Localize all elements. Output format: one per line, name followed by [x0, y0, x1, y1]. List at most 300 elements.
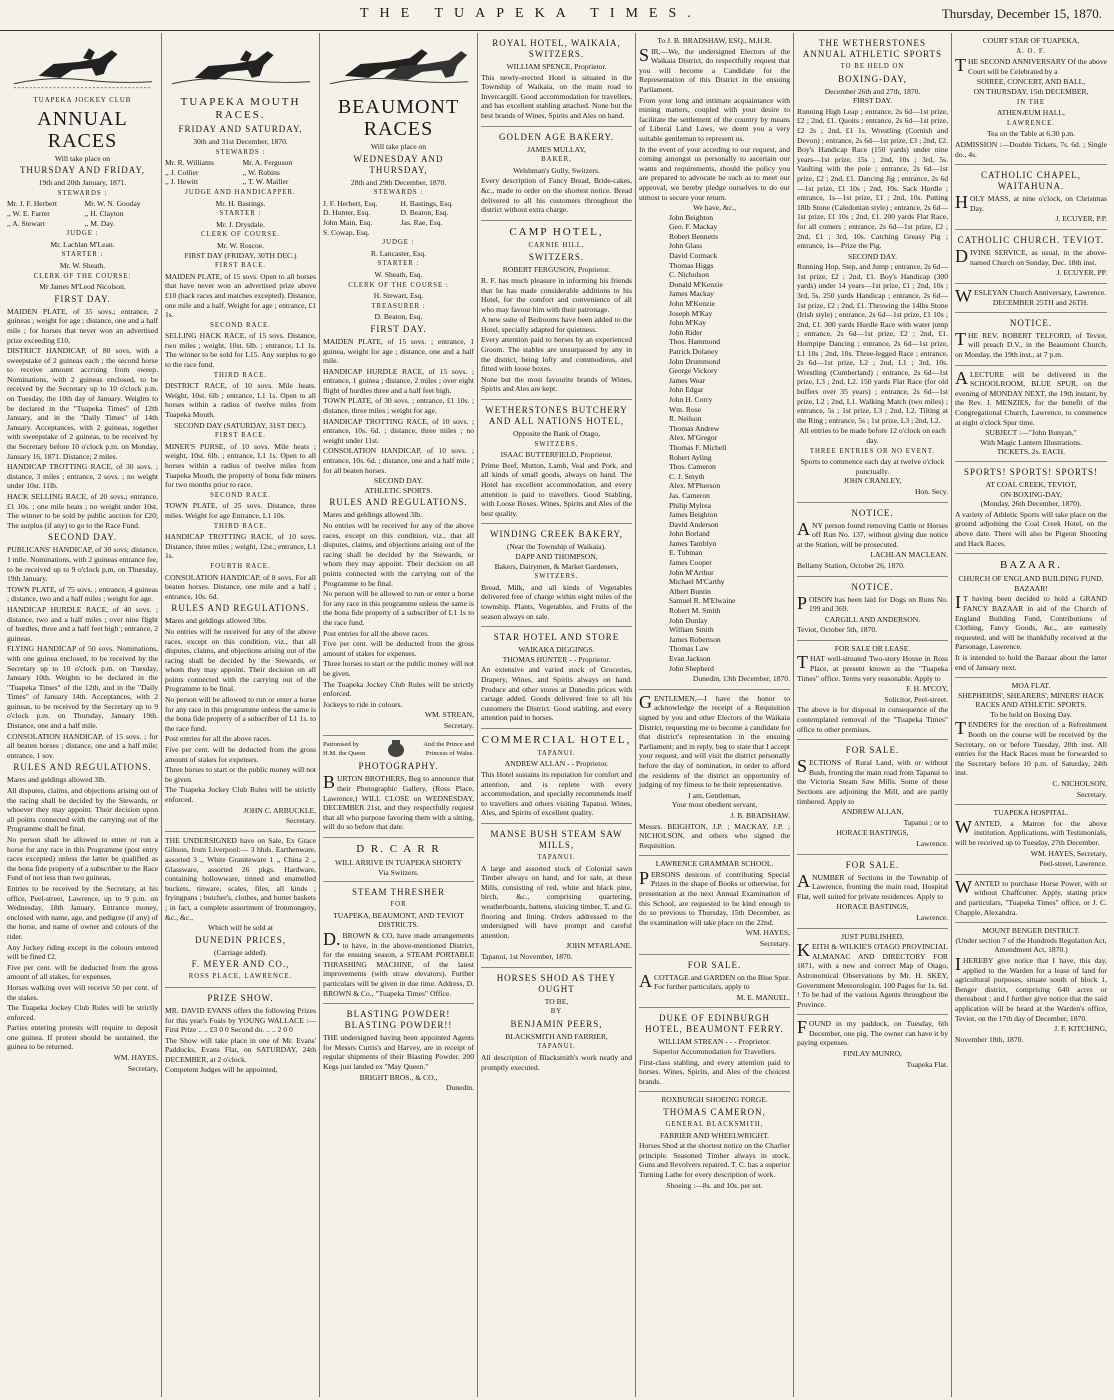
ad-line: SHEPHERDS', SHEARERS', MINERS' HACK RACES AND ATHLETIC SPORTS.: [957, 690, 1105, 710]
address: (Near the Township of Waikaia).: [506, 542, 607, 552]
ad-line: (Monday, 26th December, 1870).: [980, 499, 1082, 509]
column-2: [162, 33, 320, 1397]
steward: Mr. A. Ferguson: [242, 158, 293, 168]
rule: Post entries for all the above races.: [323, 628, 430, 638]
poison-notice-ad: [797, 577, 948, 641]
elector-name: James Beighton: [669, 510, 718, 520]
race-entry: TOWN PLATE, of 75 sovs. ; entrance, 4 guineas ; distance, two and a half miles ; weight for age.: [7, 584, 158, 604]
signature: JOHN CRANLEY,: [843, 476, 902, 486]
ad-body: It is intended to hold the Bazaar about the latter end of January next.: [955, 652, 1107, 672]
rule: Horses walking over will receive 50 per cent. of the stakes.: [7, 982, 158, 1002]
ad-body: Horses Shod at the shortest notice on the Charlier principle. Seasoned Timber always in stock. Guns and Revolvers repaired. T. C. has a superior Turning Lathe for every description of work.: [639, 1141, 790, 1179]
ad-body: KEITH & WILKIE'S OTAGO PROVINCIAL ALMANAC AND DIRECTORY FOR 1871, with a new and correct Map of Otago, Astronomical Observations by Mr. H. SKEY, Government Meteorologist. 100 Pages for 1s. 6d. ! To be had of the various Agents throughout the Province.: [797, 940, 948, 1009]
rule: The Tuapeka Jockey Club Rules will be strictly enforced.: [165, 785, 316, 804]
address: TAPANUI.: [537, 749, 576, 757]
ad-line: BOXING-DAY,: [838, 73, 907, 84]
trade: GENERAL BLACKSMITH,: [665, 1120, 764, 1128]
elector-name: David Cormack: [669, 251, 718, 261]
signature: C. NICHOLSON,: [1052, 779, 1107, 789]
for-sale-heading: FOR SALE.: [845, 859, 900, 870]
newspaper-title: THE TUAPEKA TIMES.: [360, 6, 702, 21]
judge-heading: JUDGE AND HANDICAPPER.: [185, 188, 296, 196]
ad-body: HOLY MASS, at nine o'clock, on Christmas Day.: [955, 192, 1107, 213]
ad-body: D.BROWN & CO, have made arrangements to have, in the above-mentioned District, for the ensuing season, a STEAM PORTABLE THRASHING MACHINE, of the latest improvements (with straw elevators). Further particulars will be given in due time. Address, D. BROWN & Co., "Tuapeka Times" Office.: [323, 929, 474, 998]
second-day-heading: SECOND DAY.: [848, 251, 897, 261]
address: SWITZERS.: [534, 440, 579, 448]
stewards-heading: STEWARDS :: [57, 189, 108, 197]
telford-notice-ad: [955, 313, 1107, 366]
proprietor: ISAAC BUTTERFIELD, Proprietor.: [500, 450, 613, 460]
elector-name: John Glass: [669, 241, 703, 251]
ad-line: TO BE HELD ON: [840, 63, 905, 70]
signature: J. B. BRADSHAW.: [730, 810, 790, 820]
rule: Five per cent. will be deducted from the gross amount of stakes for expenses.: [323, 639, 474, 658]
ad-body: In the event of your acceding to our request, and coming amongst us personally to ascertain our wants and requirements, should the policy you are prepared to advocate be such as to meet our approval, we hereby pledge ourselves to do our utmost to secure your return.: [639, 144, 790, 202]
steward: ,, J. Collier: [165, 167, 199, 177]
found-pig-ad: [797, 1015, 948, 1074]
roxburgh-forge-heading: ROXBURGH SHOEING FORGE.: [661, 1095, 768, 1105]
judge-heading: JUDGE :: [382, 239, 415, 247]
elector-name: Jas. Cameron: [669, 490, 710, 500]
signature: WM. HAYES,: [745, 928, 790, 938]
race-entry: HANDICAP HURDLE RACE, of 15 sovs. ; entrance, 1 guinea ; distance, 2 miles ; over eight flight of hurdles three and a half feet high.: [323, 366, 474, 395]
race-entry: PUBLICANS' HANDICAP, of 30 sovs; distance, 1 mile. Nominations, with 2 guineas entrance fee, to be received up to 9 o'clock p.m. on Thursday, 19th January.: [7, 545, 158, 584]
race-heading: FIRST RACE.: [215, 432, 266, 440]
hospital-heading: TUAPEKA HOSPITAL.: [993, 808, 1069, 818]
steward: Jas. Rae, Esq.: [400, 217, 443, 227]
ad-line: ON BOXING-DAY,: [1000, 489, 1062, 499]
racehorse-woodcut-icon: [325, 36, 473, 94]
ad-body: From your long and intimate acquaintance with mining matters, coupled with your desire to facilitate the settlement of the country by means of Liberal Land Laws, we deem you a very suitable gentleman to represent us.: [639, 95, 790, 143]
camp-hotel-heading: CAMP HOTEL,: [509, 225, 604, 238]
ad-body: THE UNDERSIGNED have on Sale, Ex Grace Gibson, from Liverpool:— 3 hhds. Earthenware, assorted 3 ,, White Graniteware 1 ,, China 2 ,, Glassware, assorted 26 pkgs. Hardware, containing hollowware, tinned and enamelled buckets, tinware, scales, files, all kinds ; fryingpans ; butcher's, clothes, and butter baskets ; in fact, a complete assortment of Ironmongery, &c., &c.,: [165, 835, 316, 922]
signature: M. E. MANUEL.: [736, 992, 790, 1002]
elector-name: Thos. Cameron: [669, 462, 716, 472]
ad-line: THREE ENTRIES OR NO EVENT.: [809, 447, 936, 455]
starter: W. Sheath, Esq.: [374, 269, 423, 279]
rule: Any Jockey riding except in the colours entered will be fined £2.: [7, 942, 158, 962]
signature: JOHN C. ARBUCKLE,: [243, 805, 316, 815]
steward: Mr. R. Williams: [165, 158, 214, 168]
trade: FARRIER AND WHEELWRIGHT.: [660, 1130, 769, 1140]
wetherstones-butchery-ad: [481, 400, 632, 524]
ad-body: A new suite of Bedrooms have been added to the Hotel, specially adapted for quietness.: [481, 315, 632, 334]
trade: Bakers, Dairymen, & Market Gardeners,: [494, 561, 619, 571]
judge: Mr. H. Bastings.: [215, 198, 266, 208]
royal-crest-icon: [381, 739, 411, 759]
treasurer: D. Beaton, Esq.: [374, 312, 423, 322]
stewards-heading: STEWARDS :: [373, 189, 424, 197]
rule: No person will be allowed to run or enter a horse for any race in this programme unless the same is the bona fide property of a subscriber of L1 1s to the race fund.: [323, 589, 474, 627]
rule: No person will be allowed to run or enter a horse for any race in this programme unless the same is the bona fide property of a subscriber of L1 1s. to the race fund.: [165, 695, 316, 733]
ad-body: ACOTTAGE and GARDEN on the Blue Spur. For further particulars, apply to: [639, 970, 790, 992]
signature: LACHLAN MACLEAN.: [870, 550, 948, 560]
race-entry: CONSOLATION HANDICAP, of 10 sovs. ; entrance, 10s. 6d. ; distance, one and a half mile ; for all beaten horses.: [323, 446, 474, 475]
elector-name: Robert M. Smith: [669, 606, 721, 616]
dateline: Dunedin, 13th December, 1870.: [692, 674, 790, 684]
clerk-heading: CLERK OF COURSE.: [201, 231, 280, 239]
events-list: Running High Leap ; entrance, 2s 6d—1st prize, £2 ; 2nd, £1. Quoits ; entrance, 2s 6d—1st prize, £2 2s ; 2nd, £1 1s. Wrestling (Cornish and Devon) ; entrance, 2s 6d—1st prize, £3 ; 2nd, £2. Boy's Handicap Race (150 yards) under nine years—1st prize, 15s ; 2nd, 10s ; 3rd, 5s. Vaulting with the pole ; entrance, 2s 6d—1st prize, £2 ; 2nd, £1. Dancing Jig ; entrance, 2s 6d—1st prize, £1 10s ; 2nd, 10s. Sack Hurdle ; entrance, 1s—1st prize, £1 ; 2nd, 10s. Putting 18lb Stone (Caledonian style) ; entrance, 2s 6d—1st prize, £1 10s ; 2nd, £1. 200 yards Flat Race, for all comers ; entrance, 2s 6d—1st prize, £2 ; 2nd, £1 ; 3rd, 10s. Catching Greasy Pig ; entrance, 1s—Prize the Pig.: [797, 106, 948, 251]
signature-title: Secretary,: [127, 1063, 158, 1073]
race-heading: THIRD RACE.: [213, 522, 268, 530]
rule: The Tuapeka Jockey Club Rules will be strictly enforced.: [323, 679, 474, 699]
elector-name: C. Nicholson: [669, 270, 710, 280]
proprietor: BENJAMIN PEERS,: [510, 1018, 603, 1029]
starter-heading: STARTER :: [219, 210, 262, 218]
rule: Entries to be received by the Secretary, at his office, Peel-street, Lawrence, up to 9 p.m. on Wednesday, 18th January. Entrance money, enclosed with name, age, and pedigree (if any) of the horse, and name of owner and colours of the rider.: [7, 883, 158, 941]
patronage-right: And the Prince and Princess of Wales.: [423, 740, 474, 758]
steward: Mr. W. N. Gooday: [84, 199, 141, 209]
race-heading: SECOND RACE.: [210, 321, 271, 329]
elector-name: Evan Jackson: [669, 654, 711, 663]
signature: HORACE BASTINGS,: [836, 902, 909, 912]
annual-races-title: ANNUAL RACES: [37, 107, 128, 152]
merchant-address: ROSS PLACE, LAWRENCE.: [188, 973, 293, 981]
intro: Will take place on: [54, 153, 111, 163]
wesleyan-ad: [955, 284, 1107, 313]
ad-line: DECEMBER 25TH and 26TH.: [992, 298, 1089, 308]
ad-body: This Hotel sustains its reputation for comfort and attention, and is replete with every accommodation, and specially recommends itself to travellers and others visiting Tapanui. Wines, Ales, and Spirits of excellent quality.: [481, 770, 632, 818]
admission: ADMISSION :—Double Tickets, 7s. 6d. ; Single do., 4s.: [955, 139, 1107, 159]
bazaar-ad: [955, 554, 1107, 678]
elector-name: R. Neilson: [669, 414, 702, 424]
ad-line: A. O. F.: [1016, 47, 1046, 55]
stewards-list: [7, 199, 158, 228]
race-entry: CONSOLATION HANDICAP, of 8 sovs. For all beaten horses. Distance, one mile and a half ; entrance, 10s. 6d.: [165, 572, 316, 601]
moa-flat-heading: MOA FLAT.: [1011, 681, 1051, 691]
ad-line: IN THE: [1017, 98, 1045, 106]
merchant-address: Dunedin.: [445, 1083, 474, 1093]
signature-title: Secretary.: [759, 939, 790, 949]
photography-heading: PHOTOGRAPHY.: [358, 761, 439, 772]
beaumont-races-ad: [323, 33, 474, 736]
ad-body: Competent Judges will be appointed,: [165, 1065, 278, 1075]
starter-heading: STARTER :: [377, 260, 420, 268]
catholic-church-heading: CATHOLIC CHURCH. TEVIOT.: [957, 234, 1105, 245]
race-days: FRIDAY AND SATURDAY,: [178, 124, 303, 134]
ad-line: With Magic Lantern Illustrations.: [980, 437, 1082, 447]
athletic-sports: ATHLETIC SPORTS.: [364, 485, 433, 495]
judge: Mr. Lachlan M'Lean.: [50, 239, 115, 249]
ad-body: Every attention paid to horses by an experienced Groom. The stables are unsurpassed by any in the district, being lofty and commodious, and fitted with loose boxes.: [481, 335, 632, 374]
race-entry: HANDICAP TROTTING RACE, of 10 sovs. Distance, three miles ; weight, 12st.; entrance, L1 1s.: [165, 532, 316, 561]
elector-name: John Beighton: [669, 212, 714, 222]
rule: All disputes, claims, and objections arising out of the racing shall be decided by the Stewards, or whoever they may appoint. Their decision upon all points connected with the carrying out of the Programme shall be final.: [7, 786, 158, 834]
elector-name: E. Tubman: [669, 548, 703, 558]
ad-body: ALECTURE will be delivered in the SCHOOLROOM, BLUE SPUR, on the evening of MONDAY NEXT, the 19th instant, by the Rev. J. MENZIES, for the benefit of the Congregational Church, Lawrence, to commence at eight o'clock Spur time.: [955, 367, 1107, 427]
signature-title: Lawrence.: [916, 838, 948, 848]
merchant-name: BRIGHT BROS., & CO.,: [359, 1072, 438, 1082]
catholic-chapel-heading: CATHOLIC CHAPEL, WAITAHUNA.: [980, 170, 1081, 192]
elector-name: James Tamblyn: [669, 538, 717, 548]
ad-line: WILL ARRIVE IN TUAPEKA SHORTY: [335, 858, 462, 868]
steward: ,, M. Day.: [84, 218, 115, 228]
masthead: [0, 0, 1114, 31]
issue-date: Thursday, December 15, 1870.: [941, 6, 1102, 21]
steward: ,, W. Robins: [242, 167, 280, 177]
ad-line: SOIREE, CONCERT, AND BALL,: [976, 77, 1086, 87]
ad-body: GENTLEMEN,—I have the honor to acknowledge the receipt of a Requisition signed by you and other Electors of the Waikaia District, requesting me to become a candidate for that district's representation in the ensuing Parliament; and in reply, beg to state that I accept your request, and will visit the district personally before the day of nomination, in order to afford the residents of the district an opportunity of judging of my fitness to be their representative.: [639, 691, 790, 790]
dateline: Tapanui, 1st November, 1870.: [481, 951, 573, 961]
ad-body: THAT well-situated Two-story House in Ross Place, at present known as the "Tuapeka Times" office. Terms very reasonable. Apply to: [797, 652, 948, 683]
camp-hotel-ad: [481, 221, 632, 400]
proprietor: DAPP AND THOMPSON,: [515, 551, 598, 561]
duke-hotel-heading: DUKE OF EDINBURGH HOTEL, BEAUMONT FERRY.: [645, 1013, 784, 1035]
moa-flat-ad: [955, 678, 1107, 805]
dateline: Teviot, October 5th, 1870.: [797, 625, 878, 635]
dr-carr-ad: [323, 838, 474, 882]
ad-line: I am, Gentleman,: [688, 790, 741, 800]
ad-line: Which will be sold at: [208, 923, 273, 933]
ad-line: Superior Accommodation for Travellers.: [652, 1047, 777, 1056]
coal-creek-sports-ad: [955, 462, 1107, 554]
treasurer-heading: TREASURER :: [371, 302, 426, 310]
steward: H. Bastings, Esq.: [400, 198, 454, 208]
signature-title: Tapanui ; or to: [903, 817, 948, 827]
steward: J. F. Herbert, Esq.: [323, 198, 378, 208]
stewards-list: [323, 199, 474, 237]
signature: J. ECUYER, P.P.: [1055, 214, 1107, 224]
signature: WM. HAYES, Secretary,: [1030, 848, 1107, 858]
address: SWITZERS.: [534, 573, 579, 581]
royal-hotel-ad: [481, 33, 632, 127]
ad-body: IT having been decided to hold a GRAND FANCY BAZAAR in aid of the Church of England Building Fund, Contributions of Clothing, Fancy Goods, &c., are earnestly requested, and will be thankfully received at the Parsonage, Lawrence.: [955, 592, 1107, 652]
elector-name: Geo. F. Mackay: [669, 222, 718, 232]
ad-body: The above is for disposal in consequence of the contemplated removal of the "Tuapeka Times" office to other premises.: [797, 705, 948, 734]
ad-body: First-class stabling, and every attention paid to horses. Wines, Spirits, and Ales of the choicest brands.: [639, 1057, 790, 1086]
address: TAPANUI.: [537, 1043, 576, 1051]
rules-heading: RULES AND REGULATIONS.: [13, 762, 152, 773]
rule: Jockeys to ride in colours.: [323, 699, 403, 709]
racehorse-woodcut-icon: [167, 36, 315, 94]
signature: WM. STREAN,: [424, 710, 474, 720]
ad-line: LAWRENCE.: [1007, 119, 1055, 127]
column-5: [636, 33, 794, 1397]
second-day-heading: SECOND DAY.: [47, 532, 118, 543]
race-entry: CONSOLATION HANDICAP, of 15 sovs. ; for all beaten horses ; distance, one and a half mile; entrance, 1 sov.: [7, 731, 158, 760]
ad-line: Shoeing :—8s. and 10s. per set.: [666, 1180, 763, 1190]
first-day-heading: FIRST DAY.: [852, 96, 893, 106]
elector-name: Alex. M'Pherson: [669, 481, 721, 491]
royal-hotel-heading: ROYAL HOTEL, WAIKAIA, SWITZERS.: [492, 38, 621, 59]
ad-body: Messrs. BEIGHTON, J.P. ; MACKAY, J.P. ; NICHOLSON, and others who signed the Requisition.: [639, 821, 790, 850]
column-6: [794, 33, 952, 1397]
race-days: WEDNESDAY AND THURSDAY,: [353, 153, 444, 175]
elector-name: Robert Ayling: [669, 452, 712, 462]
ad-body: WANTED to purchase Horse Power, with or without Chaffcutter. Apply, stating price and particulars, "Tuapeka Times" office, or J. C. Chapple, Alexandra.: [955, 876, 1107, 917]
race-days: THURSDAY AND FRIDAY,: [19, 165, 146, 176]
clerk: Mr. W. Roscoe.: [216, 240, 265, 250]
ad-line: TO BE,: [544, 996, 569, 1006]
ad-body: PERSONS desirous of contributing Special Prizes in the shape of Books or otherwise, for presentation at the next Annual Examination of this School, are requested to be kind enough to do so previous to Thursday, 15th December, as the examination will take place on the 22nd.: [639, 867, 790, 927]
notice-heading: NOTICE.: [851, 507, 894, 518]
first-day-heading: FIRST DAY.: [370, 323, 427, 334]
elector-name: John Dunlay: [669, 615, 708, 625]
ad-line: TUAPEKA, BEAUMONT, AND TEVIOT DISTRICTS.: [333, 910, 464, 930]
ad-line: BAZAAR!: [1014, 583, 1048, 593]
ad-line: AT COAL CREEK, TEVIOT,: [985, 480, 1077, 489]
ad-line: To be held on Boxing Day.: [990, 709, 1072, 719]
dateline: Bellamy Station, October 26, 1870.: [797, 560, 905, 570]
steward: John Main, Esq.: [323, 217, 373, 227]
ad-body: FOUND in my paddock, on Tuesday, 6th December, one pig. The owner can have it by paying expenses.: [797, 1017, 948, 1048]
dr-carr-heading: D R. C A R R: [356, 843, 441, 856]
ad-body: This newly-erected Hotel is situated in the Township of Waikaia, on the main road to Invercargill. Good accommodation for travellers, and has excellent stabling attached. None but the best brands of Wines, Spirits and Ales on hand.: [481, 72, 632, 120]
ad-body: THE REV. ROBERT TELFORD, of Teviot, will preach D.V., in the Beaumont Church, on Monday, the 19th inst., at 7 p.m.: [955, 328, 1107, 360]
notice-heading: NOTICE.: [851, 581, 894, 592]
elector-name: John Shepherd: [669, 663, 714, 673]
elector-name: Thomas Law: [669, 644, 709, 654]
court-star-heading: COURT STAR OF TUAPEKA,: [982, 36, 1080, 45]
race-entry: SELLING HACK RACE, of 15 sovs. Distance, two miles ; weight, 10st. 6lb. ; entrance, L1 1s. The winner to be sold for L15. Any surplus to go to the race fund.: [165, 331, 316, 370]
race-entry: HANDICAP TROTTING RACE, of 10 sovs. ; entrance, 10s. 6d. ; distance, three miles ; no weight under 11st.: [323, 416, 474, 445]
for-sale-heading: FOR SALE.: [687, 959, 742, 970]
race-heading: THIRD RACE.: [213, 371, 268, 379]
ad-body: Every description of Fancy Bread, Bride-cakes, &c., made to order on the shortest notice. Bread delivered to all his customers throughout the district without extra charge.: [481, 176, 632, 215]
starter-heading: STARTER :: [61, 251, 104, 259]
address: TAPANUI.: [537, 854, 576, 862]
race-dates: 30th and 31st December, 1870.: [193, 137, 288, 146]
township-sale-ad: [797, 855, 948, 929]
elector-name: Thomas F. Michell: [669, 442, 727, 452]
saw-mills-heading: MANSE BUSH STEAM SAW MILLS,: [490, 829, 623, 851]
second-day-heading: SECOND DAY (SATURDAY, 31ST DEC).: [174, 420, 307, 430]
race-heading: FIRST RACE.: [215, 262, 266, 270]
racehorse-woodcut-icon: [9, 36, 157, 94]
signature-title: Lawrence.: [916, 912, 948, 922]
rule: Three horses to start or the public money will not be given.: [323, 659, 474, 678]
ad-line: FOR: [390, 901, 407, 909]
trade: BAKER,: [541, 156, 572, 164]
ad-line: SUBJECT :—"John Bunyan,": [985, 428, 1077, 438]
race-heading: SECOND RACE.: [210, 491, 271, 499]
ad-line: BY: [550, 1008, 563, 1016]
steward: ,, A. Stewart: [7, 218, 45, 228]
proprietor: ROBERT FERGUSON, Proprietor.: [502, 265, 611, 275]
elector-name: John Drummond: [669, 356, 721, 366]
elector-name: John H. Corry: [669, 394, 713, 404]
signature-title: Secretary.: [443, 720, 474, 730]
elector-name: Philip Mylrea: [669, 500, 711, 510]
grammar-school-heading: LAWRENCE GRAMMAR SCHOOL.: [655, 859, 774, 869]
elector-name: Robert Bennetts: [669, 231, 719, 241]
ad-body: ANUMBER of Sections in the Township of Lawrence, fronting the main road, Hospital Flat, well suited for private residences. Apply to: [797, 870, 948, 901]
address: WAIKAKA DIGGINGS.: [518, 645, 595, 655]
dateline: November 18th, 1870.: [955, 1034, 1024, 1044]
rule: Post entries for all the above races.: [165, 734, 272, 744]
golden-age-bakery-heading: GOLDEN AGE BAKERY.: [498, 131, 615, 142]
ad-line: ATHENÆUM HALL,: [997, 108, 1065, 118]
ad-body: ANY person found removing Cattle or Horses off Run No. 137, without giving due notice at the Station, will be prosecuted.: [797, 518, 948, 549]
ad-body: DIVINE SERVICE, as usual, in the above-named Church on Sunday, Dec. 18th inst.: [955, 245, 1107, 267]
ad-body: An extensive and varied stock of Groceries, Drapery, Wines, and Spirits always on hand. Produce and other stores at Dunedin prices with cartage added. Goods delivered free to all his customers the District. Good stabling, and every attention paid to horses.: [481, 665, 632, 723]
trade: BLACKSMITH AND FARRIER,: [505, 1031, 608, 1041]
lecture-ad: [955, 366, 1107, 462]
race-entry: MAIDEN PLATE, of 15 sovs. ; entrance, 1 guinea, weight for age ; distance, one and a half mile.: [323, 336, 474, 366]
mount-benger-heading: MOUNT BENGER DISTRICT.: [982, 926, 1080, 936]
just-published-heading: JUST PUBLISHED,: [841, 931, 904, 941]
blasting-powder-ad: [323, 1004, 474, 1098]
signature-title: Hon. Secy.: [914, 486, 948, 496]
hardware-sale-ad: [165, 832, 316, 988]
signature: WM. HAYES,: [113, 1053, 158, 1063]
requisition-heading: To J. B. BRADSHAW, ESQ., M.H.R.: [657, 36, 772, 45]
steam-thresher-heading: STEAM THRESHER: [351, 887, 446, 898]
star-hotel-heading: STAR HOTEL AND STORE: [493, 632, 620, 643]
signature: J. F. KITCHING,: [1054, 1024, 1107, 1034]
elector-name: John Rider: [669, 327, 703, 337]
ad-body: The Show will take place in one of Mr. Evans' Paddocks, Evans Flat, on SATURDAY, 24th DECEMBER, at 2 o'clock.: [165, 1035, 316, 1064]
second-day-heading: SECOND DAY.: [374, 476, 423, 486]
ad-line: Tea on the Table at 6.30 p.m.: [987, 129, 1075, 139]
elector-names: [639, 213, 790, 674]
grammar-school-ad: [639, 856, 790, 954]
elector-name: Michael M'Carthy: [669, 577, 725, 587]
patronage-left: Patronised by H.M. the Queen: [323, 740, 366, 758]
athletic-sports-ad: [797, 33, 948, 503]
ad-body: MR. DAVID EVANS offers the following Prizes for this year's Foals by YOUNG WALLACE :— First Prize .. .. £3 0 0 Second do. .. .. 2 0 0: [165, 1005, 316, 1035]
ad-body: IHEREBY give notice that I have, this day, applied to the Warden for a lease of land for agricultural purposes, situate south of block 1, Benger district, comprising 640 acres or thereabout ; and I further give notice that the said application will be heard at the Warden's office, Teviot, on the 17th day of December, 1870.: [955, 953, 1107, 1023]
race-entry: HANDICAP HURDLE RACE, of 40 sovs. ; distance, two and a half miles ; over nine flight of hurdles, three and a half feet high ; entrance, 2 guineas.: [7, 604, 158, 643]
address: CARNIE HILL,: [528, 241, 585, 249]
elector-name: Joseph M'Kay: [669, 308, 713, 318]
commercial-hotel-heading: COMMERCIAL HOTEL,: [481, 733, 632, 746]
elector-name: Thos. Hammond: [669, 337, 721, 347]
signature-title: Secretary.: [285, 816, 316, 826]
horse-power-wanted-ad: [955, 875, 1107, 923]
roxburgh-forge-ad: [639, 1092, 790, 1194]
race-entry: MINER'S PURSE, of 10 sovs. Mile heats ; weight, 10st. 6lb. ; entrance, L1 1s. Open to all horses within a radius of twelve miles from Tuapeka Mouth, the property of bona fide miners for two months prior to race.: [165, 441, 316, 490]
club-name: TUAPEKA JOCKEY CLUB: [33, 97, 132, 104]
steward: ,, T. W. Mailler: [242, 177, 289, 187]
for-sale-heading: FOR SALE.: [845, 745, 900, 756]
signature: JOHN M'FARLANE.: [566, 941, 632, 951]
signature-title: Solicitor, Peel-street.: [884, 694, 948, 704]
clerk-heading: CLERK OF THE COURSE:: [33, 272, 132, 280]
race-entry: TOWN PLATE, of 25 sovs. Distance, three miles. Weight for age Entrance, L1 10s.: [165, 501, 316, 520]
elector-name: Samuel R. M'Elwaine: [669, 596, 736, 606]
elector-name: David Anderson: [669, 519, 719, 529]
stewards-heading: STEWARDS :: [215, 148, 266, 156]
elector-name: George Vickory: [669, 366, 718, 376]
ad-line: (Under section 7 of the Hundreds Regulation Act, Amendment Act, 1870.): [955, 935, 1107, 955]
race-entry: FLYING HANDICAP of 50 sovs. Nominations, with one guinea enclosed, to be received by the Secretary up to 10 o'clock p.m. on Tuesday, January 10th. Weights to be declared in the "Tuapeka Times" of the 12th, and in the "Daily Times" of January 14th. Acceptances, with 2 guineas, to be received by the Secretary up to 9 o'clock p.m. on Thursday, January 19th. Distance, one and a half mile.: [7, 644, 158, 731]
page-columns: [4, 33, 1110, 1397]
clerk-heading: CLERK OF THE COURSE :: [348, 281, 449, 289]
signature-title: Tuapeka Flat.: [906, 1059, 948, 1069]
elector-name: Alex. M'Gregor: [669, 433, 718, 443]
rule: Mares and geldings allowed 3lbs.: [165, 616, 267, 626]
horses-shod-heading: HORSES SHOD AS THEY OUGHT: [496, 972, 617, 994]
steward: D. Hunter, Esq.: [323, 208, 371, 218]
elector-name: James Wear: [669, 375, 706, 385]
notice-heading: NOTICE.: [1009, 317, 1053, 328]
judge: R. Lancaster, Esq.: [370, 248, 427, 258]
elector-name: John M'Arthur: [669, 567, 714, 577]
elector-name: John M'Kenzie: [669, 299, 715, 309]
first-day-heading: FIRST DAY.: [54, 293, 111, 304]
ad-body: All description of Blacksmith's work neatly and promptly executed.: [481, 1052, 632, 1072]
rule: Five per cent. will be deducted from the gross amount of stakes for expenses.: [165, 745, 316, 764]
elector-name: John M'Kay: [669, 318, 707, 328]
reply-ad: [639, 690, 790, 857]
ad-body: Bread, Milk, and all kinds of Vegetables delivered free of charge within eight miles of the township. Plants, Vegetables, and Fruits of the season always on sale.: [481, 582, 632, 621]
steward: D. Beaton, Esq.: [400, 208, 449, 218]
rule: No entries will be received for any of the above races, except on this condition, viz., that all disputes, claims, and objections arising out of the racing shall be decided by the Stewards, or whom they may appoint. Their decision on all points connected with the carrying out of the Programme to be final.: [323, 521, 474, 588]
ad-body: SECTIONS of Rural Land, with or without Bush, fronting the main road from Tapanui to the Victoria Steam Saw Mills. Some of these Sections are adjoining the Mill, and are partly timbered. Apply to: [797, 756, 948, 806]
ad-body: R. F. has much pleasure in informing his friends that he has made considerable additions to his Hotel, for the comfort and convenience of all who may favour him with their patronage.: [481, 275, 632, 314]
signature-title: Secretary.: [1076, 789, 1107, 799]
